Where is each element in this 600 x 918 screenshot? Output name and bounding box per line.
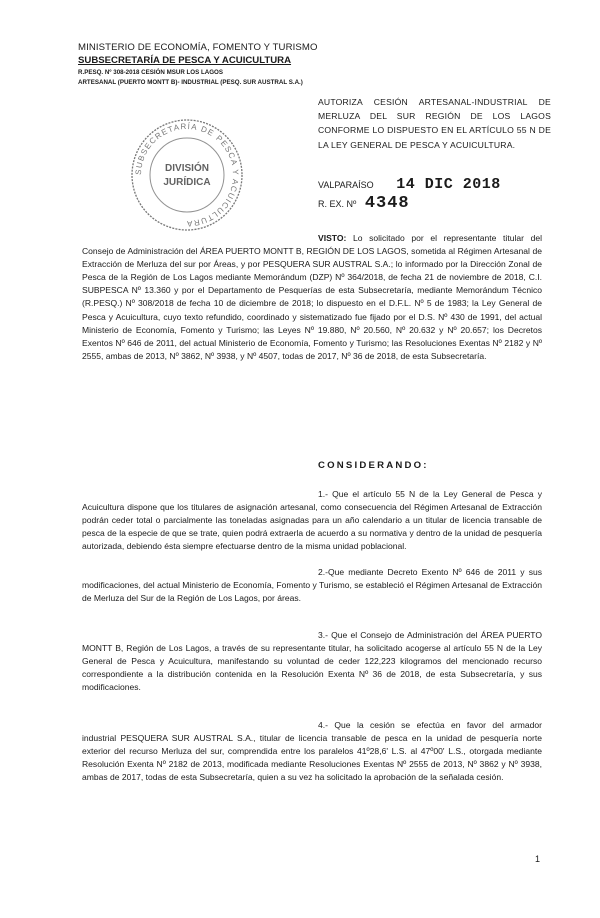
considerando-paragraph-4: 4.- Que la cesión se efectúa en favor del armador industrial PESQUERA SUR AUSTRAL S.A., titular de licencia transable de pesca en la unidad de pesquería norte exterior del recurso Merluza del sur, comprendida entre los paralelos 41º28,6' L.S. al 47º00' L.S., otorgada mediante Resolución Exenta Nº 2182 de 2013, modificada mediante Resoluciones Exentas Nº 2555 de 2013, Nº 3862 y Nº 3938, ambas de 2017, todas de esta Subsecretaría, quien a su vez ha solicitado la aprobación de la señalada cesión. bbox=[82, 720, 542, 783]
reference-line-2: ARTESANAL (PUERTO MONTT B)- INDUSTRIAL (PESQ. SUR AUSTRAL S.A.) bbox=[78, 79, 303, 86]
resolution-title: AUTORIZA CESIÓN ARTESANAL-INDUSTRIAL DE MERLUZA DEL SUR REGIÓN DE LOS LAGOS CONFORME LO DISPUESTO EN EL ARTÍCULO 55 N DE LA LEY GENERAL DE PESCA Y ACUICULTURA. bbox=[318, 97, 551, 150]
considerando-heading: CONSIDERANDO: bbox=[318, 460, 429, 471]
date-stamp: 14 DIC 2018 bbox=[396, 176, 501, 193]
letterhead bbox=[78, 42, 318, 86]
visto-paragraph bbox=[82, 232, 542, 363]
considerando-paragraph-3: 3.- Que el Consejo de Administración del ÁREA PUERTO MONTT B, Región de Los Lagos, a través de su representante titular, ha solicitado acogerse al artículo 55 N de la Ley General de Pesca y Acuicultura, manifestando su voluntad de ceder 122,223 kilogramos del mencionado recurso correspondiente a la distribución contenida en la Resolución Exenta Nº 36 de 2018, de esta Subsecretaría, y sus modificaciones. bbox=[82, 630, 542, 693]
place-date-line bbox=[318, 176, 501, 193]
stamp-outer-text: SUBSECRETARÍA DE PESCA Y ACUICULTURA bbox=[133, 121, 241, 229]
visto-label: VISTO: bbox=[318, 233, 347, 243]
considerando-paragraph-2: 2.-Que mediante Decreto Exento Nº 646 de 2011 y sus modificaciones, del actual Ministerio de Economía, Fomento y Turismo, se estableció el Régimen Artesanal de Extracción de Merluza del Sur de la Región de Los Lagos, por áreas. bbox=[82, 567, 542, 604]
division-juridica-stamp bbox=[128, 116, 246, 234]
stamp-line-2: JURÍDICA bbox=[163, 177, 211, 188]
subsecretaria-name: SUBSECRETARÍA DE PESCA Y ACUICULTURA bbox=[78, 55, 292, 66]
place-label: VALPARAÍSO bbox=[318, 180, 374, 190]
reference-line-1: R.PESQ. Nº 308-2018 CESIÓN MSUR LOS LAGOS bbox=[78, 69, 223, 76]
rex-label: R. EX. Nº bbox=[318, 199, 357, 209]
ministry-name: MINISTERIO DE ECONOMÍA, FOMENTO Y TURISMO bbox=[78, 42, 318, 53]
visto-text: Lo solicitado por el representante titular del Consejo de Administración del ÁREA PUERTO MONTT B, REGIÓN DE LOS LAGOS, sometida al Régimen Artesanal de Extracción de Merluza del sur por Áreas, y por PESQUERA SUR AUSTRAL S.A.; lo informado por la Dirección Zonal de Pesca de la Región de Los Lagos mediante Memorándum (DZP) Nº 364/2018, de fecha 21 de noviembre de 2018, C.I. SUBPESCA Nº 13.360 y por el Departamento de Pesquerías de esta Subsecretaría, mediante Memorándum Técnico (R.PESQ.) Nº 308/2018 de fecha 10 de diciembre de 2018; lo dispuesto en el D.F.L. Nº 5 de 1983; la Ley General de Pesca y Acuicultura, cuyo texto refundido, coordinado y sistematizado fue fijado por el D.S. Nº 430 de 1991, del actual Ministerio de Economía, Fomento y Turismo; las Leyes Nº 19.880, Nº 20.560, Nº 20.632 y Nº 20.657; los Decretos Exentos Nº 646 de 2011, del actual Ministerio de Economía, Fomento y Turismo; las Resoluciones Exentas Nº 2182 y Nº 2555, ambas de 2013, Nº 3862, Nº 3938, y Nº 4507, todas de 2017, Nº 36 de 2018, de esta Subsecretaría. bbox=[82, 233, 542, 361]
stamp-line-1: DIVISIÓN bbox=[165, 163, 209, 174]
considerando-paragraph-1: 1.- Que el artículo 55 N de la Ley General de Pesca y Acuicultura dispone que los titulares de asignación artesanal, como consecuencia del Régimen Artesanal de Extracción podrán ceder total o parcialmente las toneladas asignadas para un año calendario a un titular de licencia transable de pesca de la especie de que se trate, quien podrá extraerla de acuerdo a su normativa y dentro de la unidad de pesquería autorizada, debiendo ésta siempre efectuarse dentro de la misma unidad poblacional. bbox=[82, 489, 542, 552]
page-number: 1 bbox=[535, 854, 541, 864]
rex-number: 4348 bbox=[364, 194, 410, 213]
resolution-number-line bbox=[318, 194, 410, 213]
